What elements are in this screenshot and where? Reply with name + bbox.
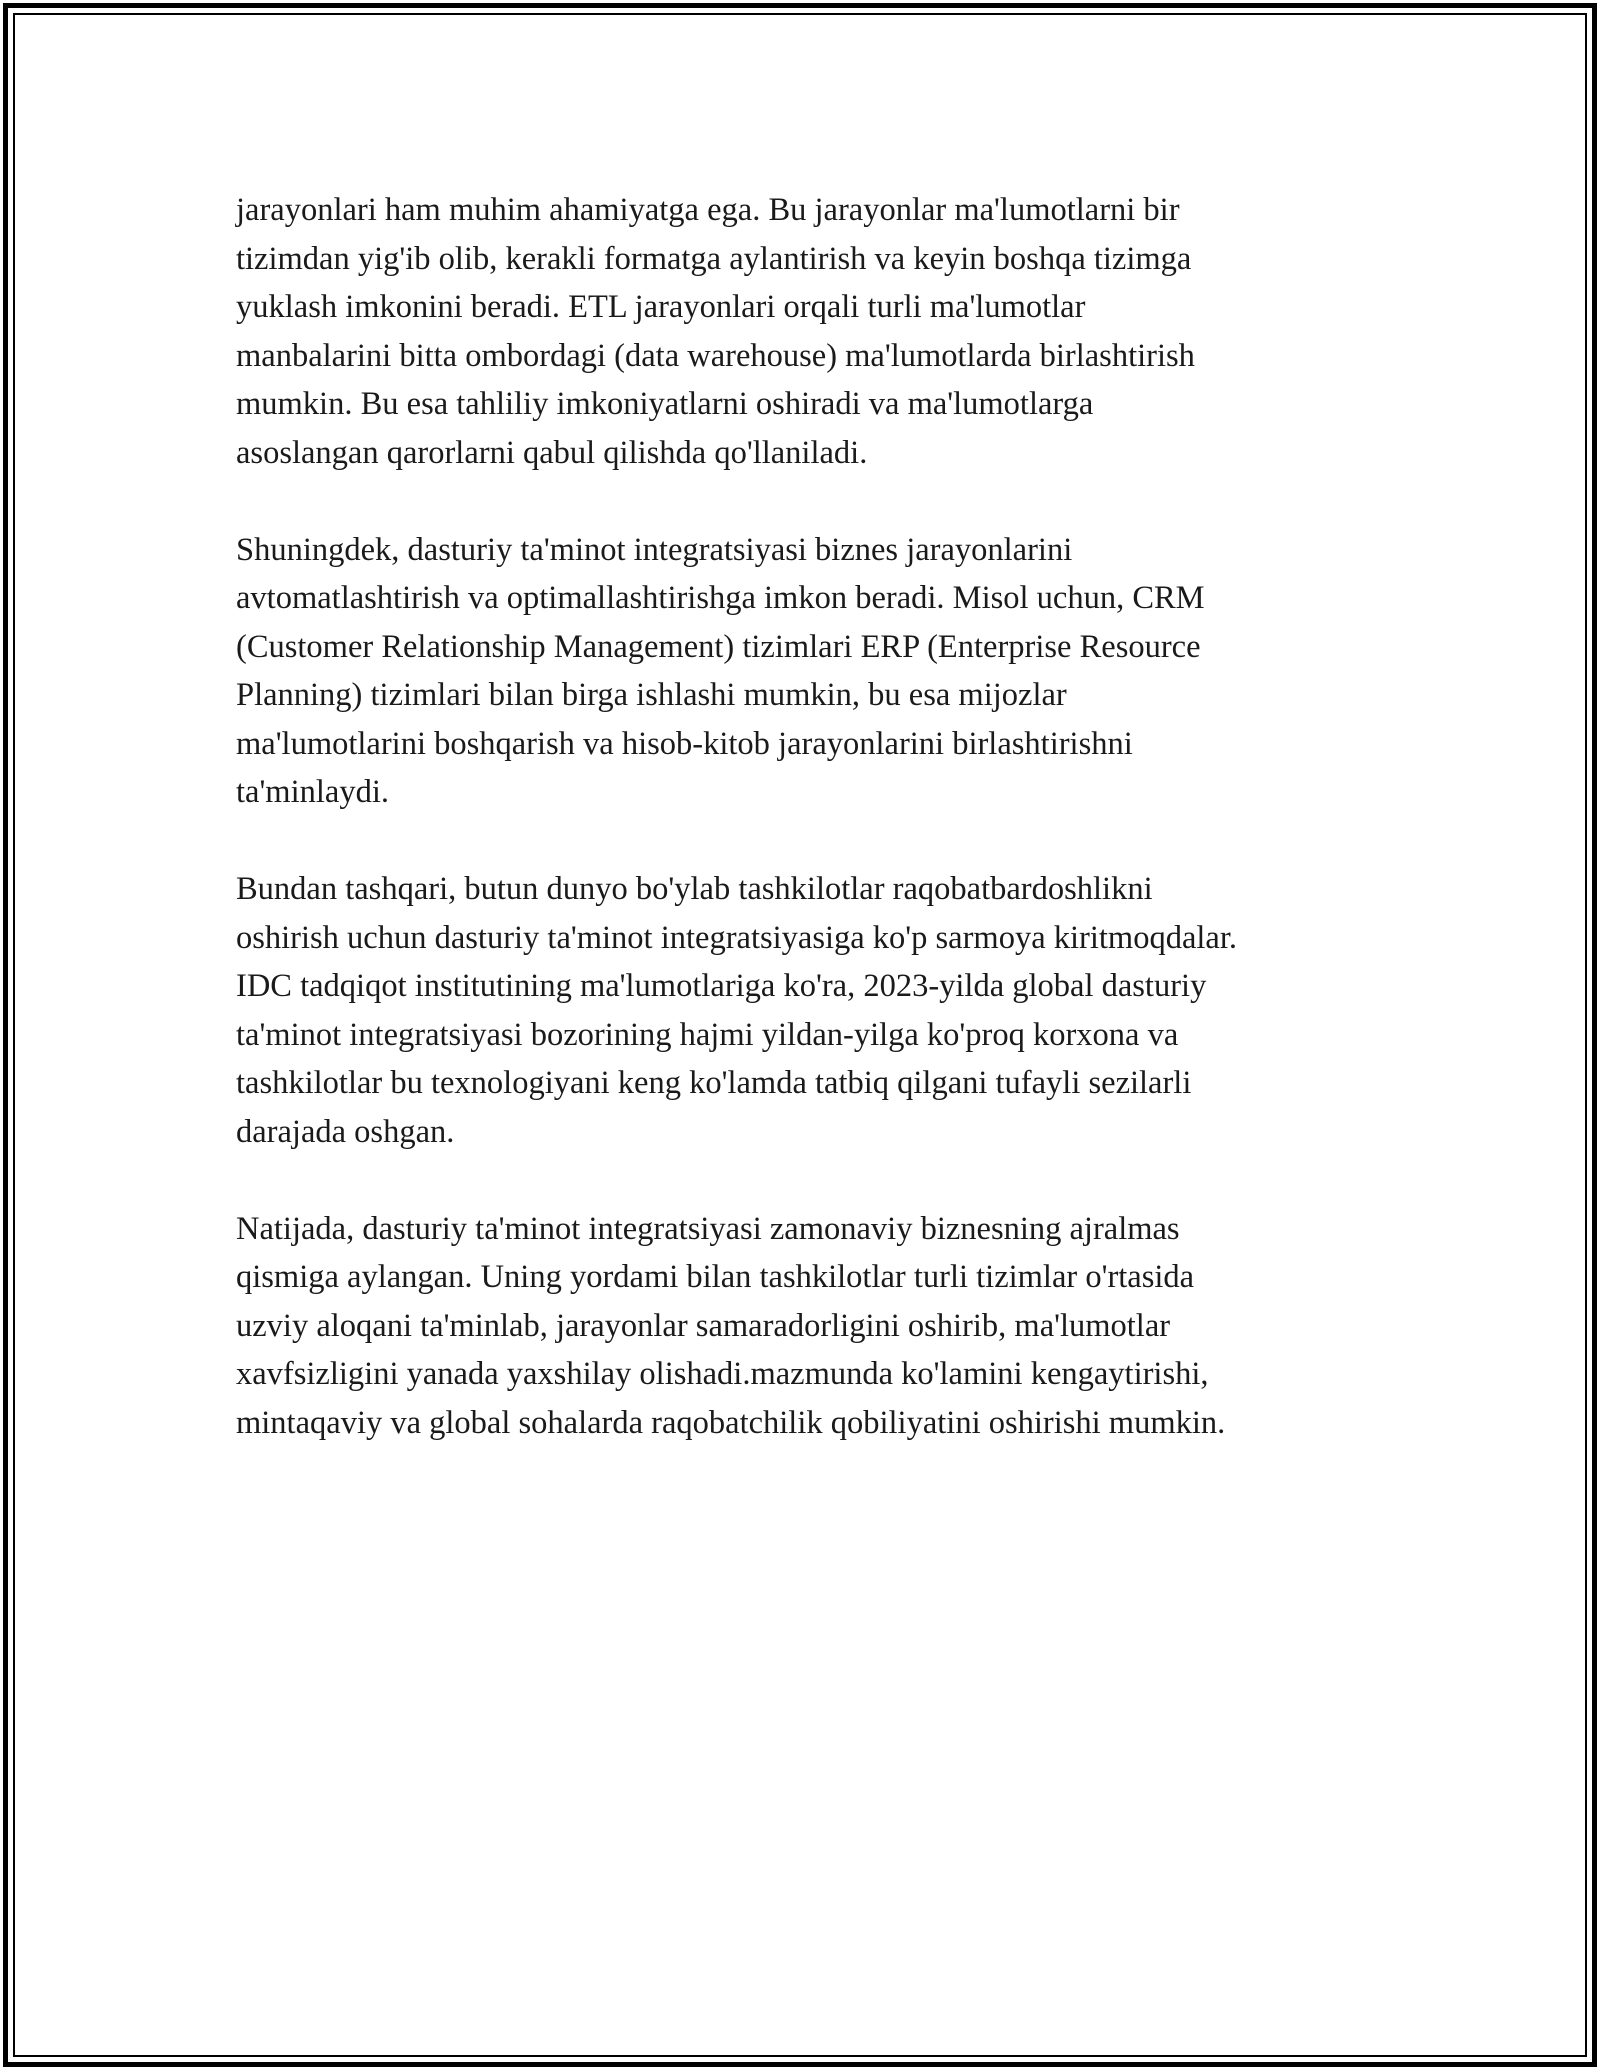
text-line: oshirish uchun dasturiy ta'minot integratsiyasiga ko'p sarmoya kiritmoqdalar. bbox=[236, 919, 1237, 956]
text-line: tizimdan yig'ib olib, kerakli formatga aylantirish va keyin boshqa tizimga bbox=[236, 240, 1192, 277]
text-line: xavfsizligini yanada yaxshilay olishadi.mazmunda ko'lamini kengaytirishi, bbox=[236, 1356, 1209, 1392]
text-line: ta'minot integratsiyasi bozorining hajmi yildan-yilga ko'proq korxona va bbox=[236, 1016, 1179, 1053]
text-line: avtomatlashtirish va optimallashtirishga imkon beradi. Misol uchun, CRM bbox=[236, 580, 1205, 616]
paragraph-automation bbox=[236, 526, 1416, 817]
text-line: mintaqaviy va global sohalarda raqobatchilik qobiliyatini oshirishi mumkin. bbox=[236, 1404, 1226, 1441]
text-line: qismiga aylangan. Uning yordami bilan tashkilotlar turli tizimlar o'rtasida bbox=[236, 1259, 1195, 1295]
text-line: manbalarini bitta ombordagi (data warehouse) ma'lumotlarda birlashtirish bbox=[236, 337, 1195, 374]
paragraph-investment bbox=[236, 865, 1416, 1156]
text-line: Bundan tashqari, butun dunyo bo'ylab tashkilotlar raqobatbardoshlikni bbox=[236, 871, 1153, 907]
text-line: Shuningdek, dasturiy ta'minot integratsiyasi biznes jarayonlarini bbox=[236, 531, 1073, 568]
text-line: (Customer Relationship Management) tizimlari ERP (Enterprise Resource bbox=[236, 628, 1201, 665]
text-line: Planning) tizimlari bilan birga ishlashi mumkin, bu esa mijozlar bbox=[236, 677, 1067, 713]
text-line: IDC tadqiqot institutining ma'lumotlariga ko'ra, 2023-yilda global dasturiy bbox=[236, 968, 1207, 1004]
text-line: asoslangan qarorlarni qabul qilishda qo'llaniladi. bbox=[236, 434, 868, 471]
text-line: Natijada, dasturiy ta'minot integratsiyasi zamonaviy biznesning ajralmas bbox=[236, 1210, 1180, 1247]
text-line: jarayonlari ham muhim ahamiyatga ega. Bu jarayonlar ma'lumotlarni bir bbox=[236, 192, 1180, 228]
text-line: tashkilotlar bu texnologiyani keng ko'lamda tatbiq qilgani tufayli sezilarli bbox=[236, 1065, 1192, 1101]
document-body bbox=[236, 186, 1416, 1447]
paragraph-etl bbox=[236, 186, 1416, 477]
paragraph-conclusion bbox=[236, 1205, 1416, 1448]
text-line: darajada oshgan. bbox=[236, 1113, 455, 1150]
text-line: yuklash imkonini beradi. ETL jarayonlari orqali turli ma'lumotlar bbox=[236, 289, 1086, 325]
text-line: uzviy aloqani ta'minlab, jarayonlar samaradorligini oshirib, ma'lumotlar bbox=[236, 1307, 1171, 1344]
text-line: ma'lumotlarini boshqarish va hisob-kitob jarayonlarini birlashtirishni bbox=[236, 725, 1133, 762]
text-line: ta'minlaydi. bbox=[236, 774, 389, 810]
text-line: mumkin. Bu esa tahliliy imkoniyatlarni oshiradi va ma'lumotlarga bbox=[236, 386, 1094, 422]
